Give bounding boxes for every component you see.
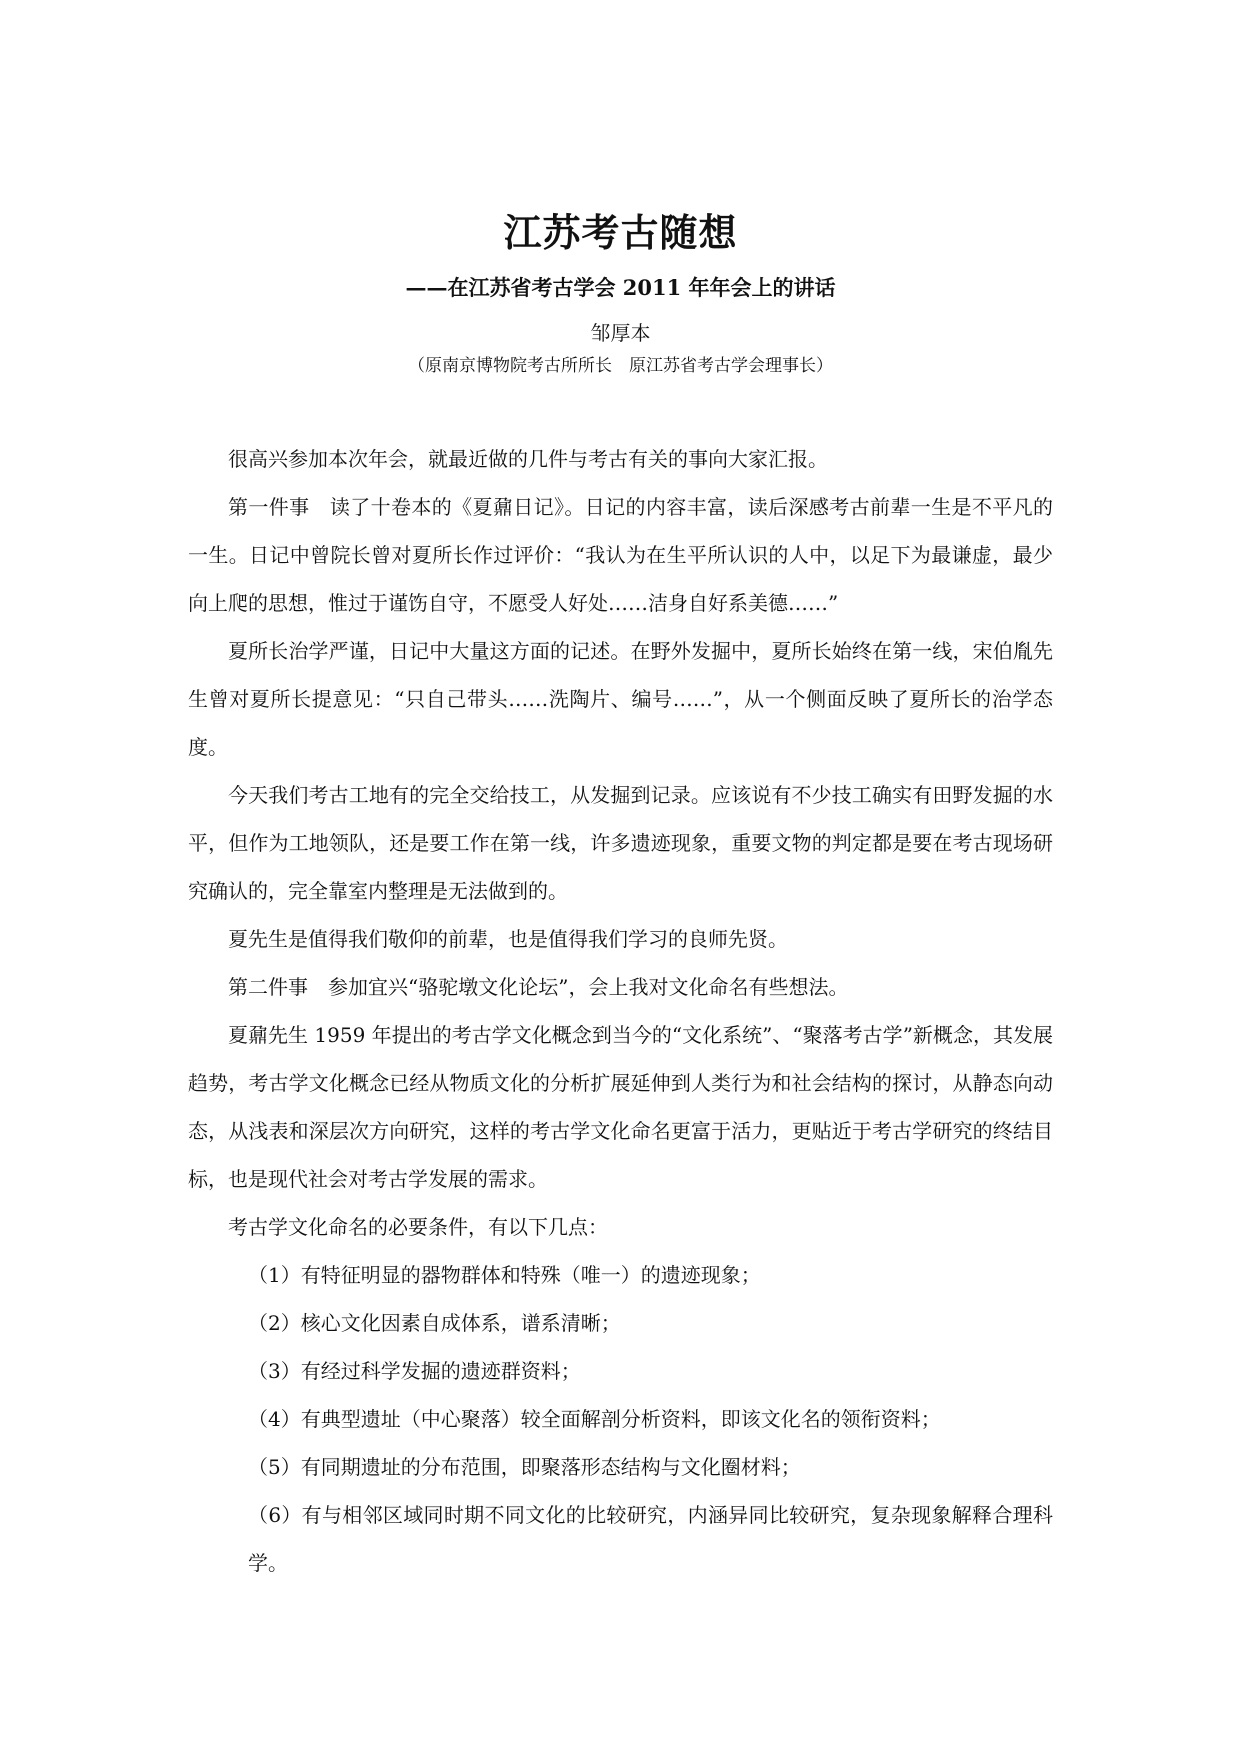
paragraph: 考古学文化命名的必要条件，有以下几点：	[228, 1215, 608, 1239]
list-item: （4）有典型遗址（中心聚落）较全面解剖分析资料，即该文化名的领衔资料；	[248, 1407, 941, 1431]
paragraph: 第一件事 读了十卷本的《夏鼐日记》。日记的内容丰富，读后深感考古前辈一生是不平凡的一生。日记中曾院长曾对夏所长作过评价：“我认为在生平所认识的人中，以足下为最谦虚，最少向上爬的思想，惟过于谨饬自守，不愿受人好处……洁身自好系美德……”	[188, 495, 1053, 615]
paragraph: 今天我们考古工地有的完全交给技工，从发掘到记录。应该说有不少技工确实有田野发掘的水平，但作为工地领队，还是要工作在第一线，许多遗迹现象，重要文物的判定都是要在考古现场研究确认的，完全靠室内整理是无法做到的。	[188, 783, 1053, 903]
list-item: （3）有经过科学发掘的遗迹群资料；	[248, 1359, 581, 1383]
author-affiliation: （原南京博物院考古所所长 原江苏省考古学会理事长）	[408, 356, 833, 376]
document-title: 江苏考古随想	[503, 210, 738, 255]
author-name: 邹厚本	[590, 321, 651, 345]
paragraph: 第二件事 参加宜兴“骆驼墩文化论坛”，会上我对文化命名有些想法。	[228, 975, 849, 999]
list-item: （2）核心文化因素自成体系，谱系清晰；	[248, 1311, 621, 1335]
list-item: （6）有与相邻区域同时期不同文化的比较研究，内涵异同比较研究，复杂现象解释合理科学。	[248, 1503, 1053, 1575]
document-subtitle: ——在江苏省考古学会 2011 年年会上的讲话	[405, 275, 836, 300]
paragraph: 夏鼐先生 1959 年提出的考古学文化概念到当今的“文化系统”、“聚落考古学”新概念，其发展趋势，考古学文化概念已经从物质文化的分析扩展延伸到人类行为和社会结构的探讨，从静态向动态，从浅表和深层次方向研究，这样的考古学文化命名更富于活力，更贴近于考古学研究的终结目标，也是现代社会对考古学发展的需求。	[188, 1023, 1053, 1191]
list-item: （5）有同期遗址的分布范围，即聚落形态结构与文化圈材料；	[248, 1455, 801, 1479]
paragraph: 夏先生是值得我们敬仰的前辈，也是值得我们学习的良师先贤。	[228, 927, 788, 951]
paragraph: 夏所长治学严谨，日记中大量这方面的记述。在野外发掘中，夏所长始终在第一线，宋伯胤先生曾对夏所长提意见：“只自己带头……洗陶片、编号……”，从一个侧面反映了夏所长的治学态度。	[188, 639, 1053, 759]
body-text	[188, 435, 1053, 1587]
paragraph: 很高兴参加本次年会，就最近做的几件与考古有关的事向大家汇报。	[228, 447, 828, 471]
list-item: （1）有特征明显的器物群体和特殊（唯一）的遗迹现象；	[248, 1263, 761, 1287]
